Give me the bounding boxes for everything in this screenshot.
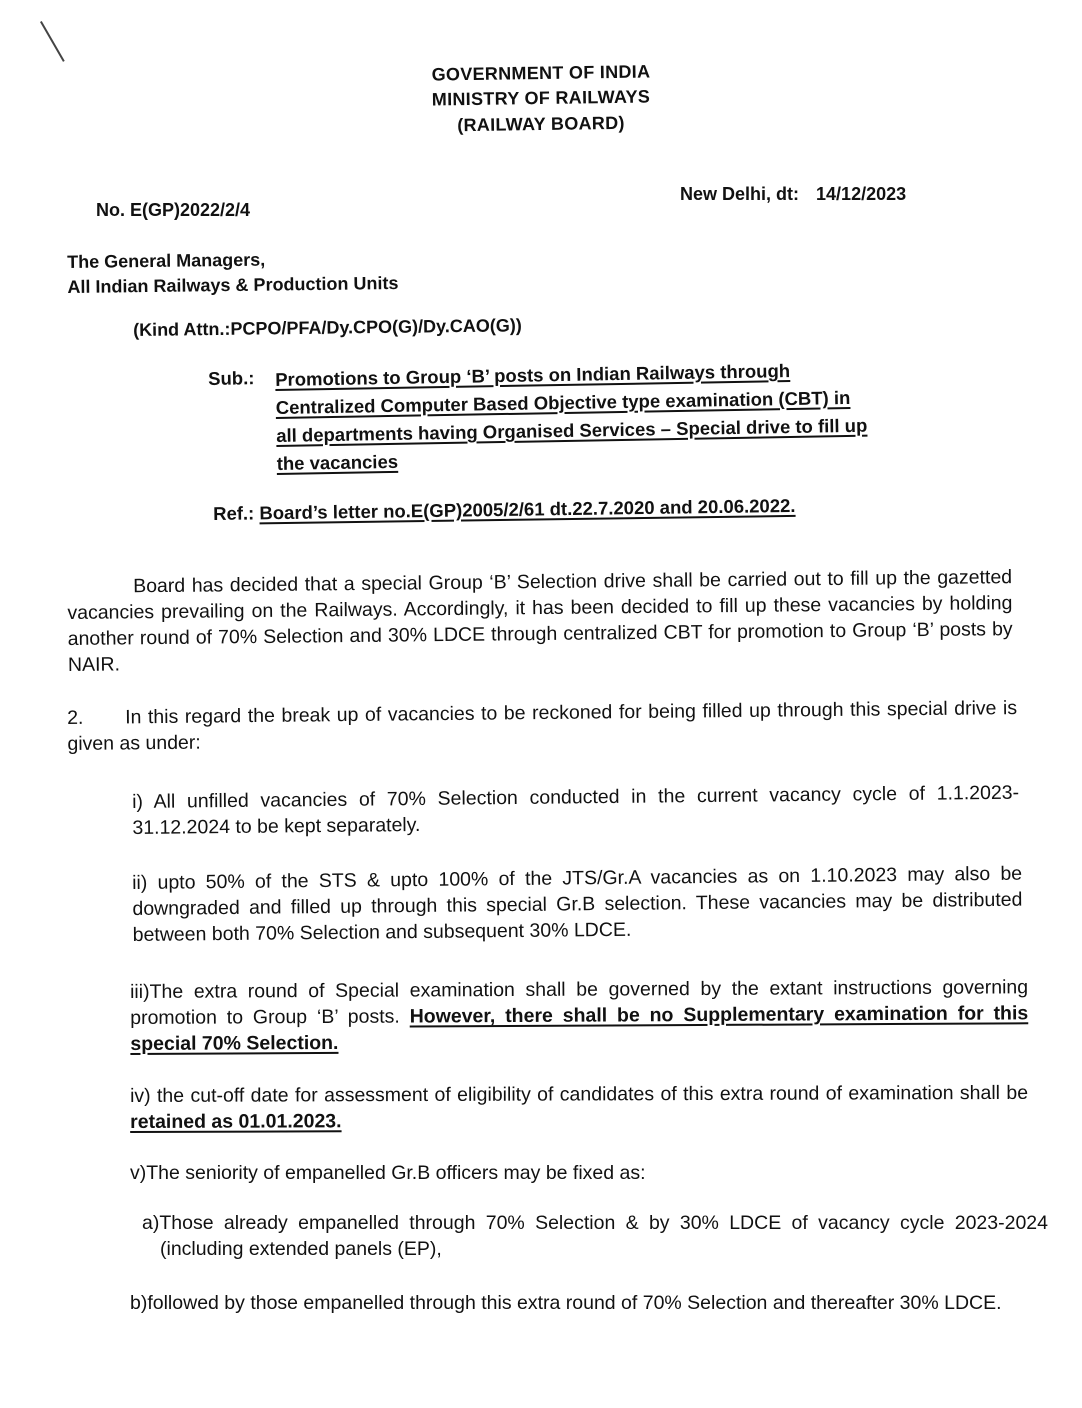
item-iii (130, 974, 1028, 1057)
kind-attention: (Kind Attn.:PCPO/PFA/Dy.CPO(G)/Dy.CAO(G)) (133, 315, 522, 340)
subject-line-4: the vacancies (276, 450, 399, 474)
addressee-line-2: All Indian Railways & Production Units (67, 272, 399, 297)
paragraph-2-number: 2. (67, 706, 84, 729)
subject-line-1: Promotions to Group ‘B’ posts on Indian Railways through (275, 360, 791, 390)
letter-date: 14/12/2023 (816, 184, 907, 204)
place-date (680, 184, 906, 205)
addressee-line-1: The General Managers, (67, 249, 266, 272)
item-v: v)The seniority of empanelled Gr.B officers may be fixed as: (130, 1162, 646, 1184)
item-iii-emphasis: However, there shall be no Supplementary examination for this special 70% Selection. (130, 1002, 1029, 1055)
header-government: GOVERNMENT OF INDIA (431, 61, 651, 85)
item-v-a: a)Those already empanelled through 70% Selection & by 30% LDCE of vacancy cycle 2023-2024 (including extended panels (EP), (142, 1212, 1048, 1260)
subject (275, 353, 1017, 478)
paragraph-2-text: In this regard the break up of vacancies to be reckoned for being filled up through this special drive is given as under: (67, 697, 1018, 755)
pen-mark (40, 21, 65, 62)
paragraph-1: Board has decided that a special Group ‘B’ Selection drive shall be carried out to fill up the gazetted vacancies prevailing on the Railways. Accordingly, it has been decided to fill up these vacancies by holding another round of 70% Selection and 30% LDCE through centralized CBT for promotion to Group ‘B’ posts by NAIR. (67, 566, 1013, 676)
addressee (67, 246, 399, 300)
paragraph-2 (67, 695, 1017, 757)
subject-line-3: all departments having Organised Services – Special drive to fill up (276, 414, 868, 446)
item-iv (130, 1080, 1028, 1135)
item-i: i) All unfilled vacancies of 70% Selection conducted in the current vacancy cycle of 1.1.2023-31.12.2024 to be kept separately. (132, 781, 1020, 839)
reference-label: Ref.: (213, 502, 255, 524)
reference-text: Board’s letter no.E(GP)2005/2/61 dt.22.7.2020 and 20.06.2022. (259, 494, 796, 524)
item-iv-emphasis: retained as 01.01.2023. (130, 1110, 342, 1133)
subject-line-2: Centralized Computer Based Objective type examination (CBT) in (275, 386, 851, 418)
subject-label: Sub.: (208, 367, 255, 389)
header-board: (RAILWAY BOARD) (457, 112, 625, 136)
item-v-b: b)followed by those empanelled through this extra round of 70% Selection and thereafter 30% LDCE. (130, 1292, 1002, 1314)
header-ministry: MINISTRY OF RAILWAYS (431, 86, 651, 110)
item-iv-text: iv) the cut-off date for assessment of eligibility of candidates of this extra round of examination shall be (130, 1081, 1029, 1107)
reference (213, 495, 796, 525)
place-date-label: New Delhi, dt: (680, 184, 800, 204)
letter-number: No. E(GP)2022/2/4 (96, 200, 251, 220)
item-ii: ii) upto 50% of the STS & upto 100% of the JTS/Gr.A vacancies as on 1.10.2023 may also be downgraded and filled up through this special Gr.B selection. These vacancies may be distributed between both 70% Selection and subsequent 30% LDCE. (132, 862, 1023, 946)
item-iii-text: iii)The extra round of Special examination shall be governed by the extant instructions governing promotion to Group ‘B’ posts. (130, 976, 1029, 1029)
